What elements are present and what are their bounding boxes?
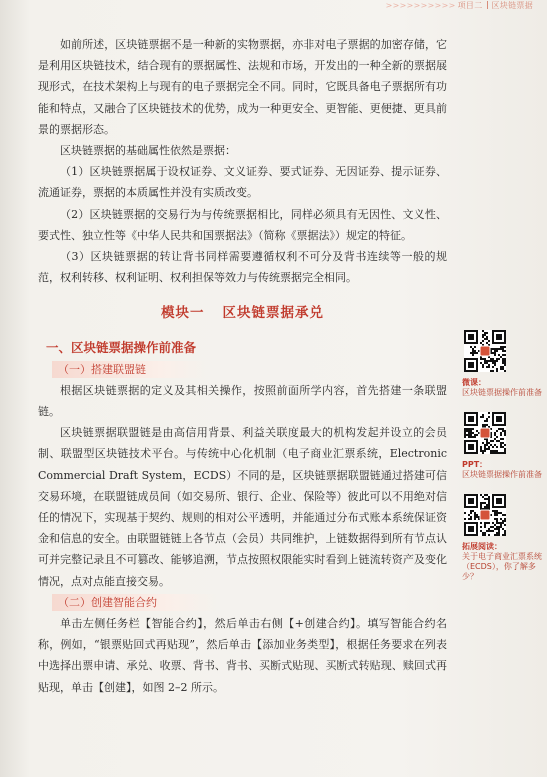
header-arrows: >>>>>>>>>> <box>385 1 456 10</box>
module-title: 区块链票据承兑 <box>222 305 324 322</box>
resource-title: 区块链票据操作前准备 <box>462 470 542 479</box>
paragraph: 根据区块链票据的定义及其相关操作，按照前面所学内容，首先搭建一条联盟链。 <box>38 383 447 419</box>
resource-type: PPT： <box>462 460 488 469</box>
paragraph: 区块链票据的基础属性依然是票据： <box>60 144 236 158</box>
resource-ppt[interactable] <box>462 412 542 480</box>
resource-extended-reading[interactable] <box>462 494 542 582</box>
header-divider <box>487 1 488 9</box>
body-text <box>38 34 447 698</box>
module-heading <box>38 303 447 324</box>
resource-title: 关于电子商业汇票系统（ECDS），你了解多少？ <box>462 552 542 581</box>
paragraph: （1）区块链票据属于设权证券、文义证券、要式证券、无因证券、提示证券、流通证券，票据的本质属性并没有实质改变。 <box>38 165 447 200</box>
header-project: 项目二 <box>457 1 483 10</box>
resource-title: 区块链票据操作前准备 <box>462 388 542 397</box>
running-header <box>386 0 533 14</box>
paragraph: 如前所述，区块链票据不是一种新的实物票据，亦非对电子票据的加密存储，它是利用区块链技术，结合现有的票据属性、法规和市场，开发出的一种全新的票据展现形式，在技术架构上与现有的电子票据完全不同。同时，它既具备电子票据所有功能和特点，又融合了区块链技术的优势，成为一种更安全、更智能、更便捷、更具前景的票据形态。 <box>38 38 447 136</box>
qr-code-icon[interactable] <box>464 330 506 372</box>
margin-resources <box>462 330 542 596</box>
qr-code-icon[interactable] <box>464 412 506 454</box>
resource-type: 拓展阅读： <box>462 542 502 551</box>
resource-label <box>462 542 542 582</box>
paragraph: （2）区块链票据的交易行为与传统票据相比，同样必须具有无因性、文义性、要式性、独立性等《中华人民共和国票据法》（简称《票据法》）规定的特征。 <box>38 207 447 242</box>
resource-label <box>462 378 542 398</box>
header-section: 区块链票据 <box>491 1 533 10</box>
paragraph: 区块链票据联盟链是由高信用背景、利益关联度最大的机构发起并设立的会员制、联盟型区块链技术平台。与传统中心化机制（电子商业汇票系统，Electronic Commercial Draft System，ECDS）不同的是，区块链票据联盟链通过搭建可信交易环境，在联盟链成员间（如交易所、银行、企业、保险等）彼此可以不用绝对信任的情况下，实现基于契约、规则的相对公平透明，并能通过分布式账本系统保证资金和信息的安全。由联盟链链上各节点（会员）共同维护，上链数据得到所有节点认可并完整记录且不可篡改、能够追溯，节点按照权限能实时看到上链流转资产及变化情况，点对点能直接交易。 <box>38 426 447 588</box>
paragraph: （3）区块链票据的转让背书同样需要遵循权利不可分及背书连续等一般的规范，权利转移、权利证明、权利担保等效力与传统票据完全相同。 <box>38 250 447 285</box>
resource-label <box>462 460 542 480</box>
qr-code-icon[interactable] <box>464 494 506 536</box>
section-heading: 一、区块链票据操作前准备 <box>46 339 197 355</box>
subsection-heading: （二）创建智能合约 <box>52 594 217 611</box>
module-label: 模块一 <box>161 305 205 322</box>
paragraph: 单击左侧任务栏【智能合约】，然后单击右侧【+创建合约】。填写智能合约名称，例如，“银票贴回式再贴现”，然后单击【添加业务类型】，根据任务要求在列表中选择出票申请、承兑、收票、背书、背书、买断式贴现、买断式转贴现、赎回式再贴现，单击【创建】，如图 2–2 所示。 <box>38 617 447 694</box>
resource-type: 微课： <box>462 378 486 387</box>
resource-microlesson[interactable] <box>462 330 542 398</box>
subsection-heading: （一）搭建联盟链 <box>52 361 206 378</box>
